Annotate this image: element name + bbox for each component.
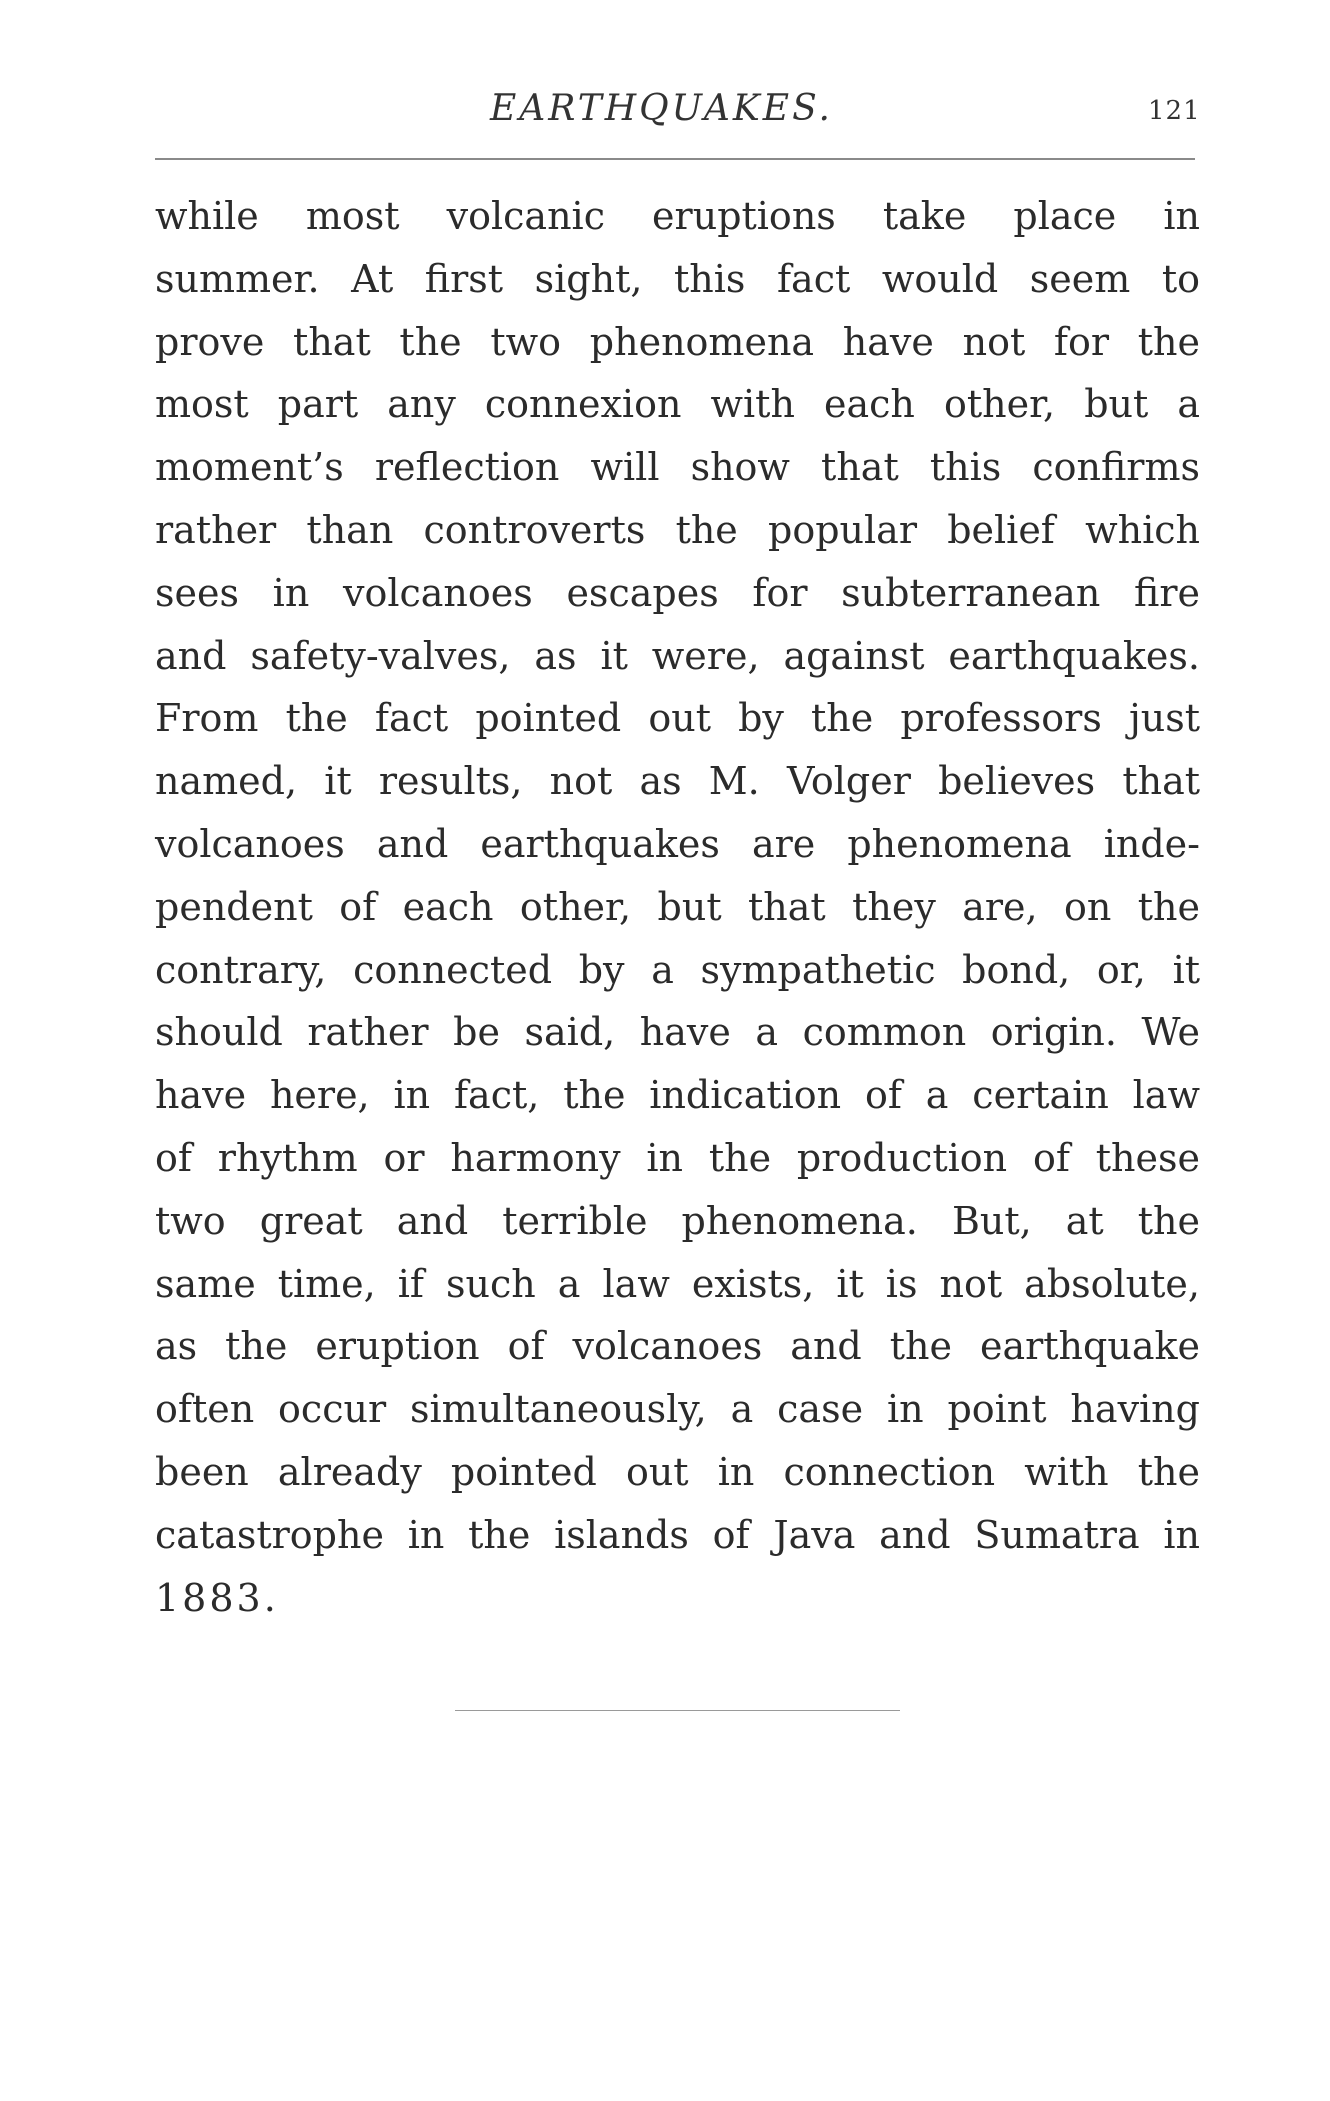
end-rule bbox=[455, 1710, 900, 1711]
text-line: named, it results, not as M. Volger believes that bbox=[155, 759, 1200, 804]
text-line: been already pointed out in connection with the bbox=[155, 1449, 1200, 1494]
text-line: prove that the two phenomena have not for the bbox=[155, 319, 1200, 364]
text-line: as the eruption of volcanoes and the earthquake bbox=[155, 1324, 1200, 1369]
text-line: most part any connexion with each other, but a bbox=[155, 382, 1200, 427]
text-line: often occur simultaneously, a case in point having bbox=[155, 1387, 1200, 1432]
body-text bbox=[155, 185, 1200, 1629]
text-line: moment’s reflection will show that this confirms bbox=[155, 445, 1200, 490]
header-rule bbox=[155, 158, 1195, 160]
text-line: two great and terrible phenomena. But, at the bbox=[155, 1198, 1200, 1243]
text-line: rather than controverts the popular belief which bbox=[155, 507, 1200, 552]
text-line-last: 1883. bbox=[155, 1575, 279, 1620]
text-line: volcanoes and earthquakes are phenomena inde- bbox=[155, 821, 1200, 866]
text-line: should rather be said, have a common origin. We bbox=[155, 1010, 1200, 1055]
running-title: EARTHQUAKES. bbox=[490, 88, 833, 129]
text-line: catastrophe in the islands of Java and Sumatra in bbox=[155, 1512, 1200, 1557]
text-line: contrary, connected by a sympathetic bond, or, it bbox=[155, 947, 1200, 992]
text-line: and safety-valves, as it were, against earthquakes. bbox=[155, 633, 1200, 678]
text-line: sees in volcanoes escapes for subterranean fire bbox=[155, 570, 1200, 615]
text-line: have here, in fact, the indication of a certain law bbox=[155, 1073, 1200, 1118]
text-line: of rhythm or harmony in the production of these bbox=[155, 1135, 1200, 1180]
text-line: summer. At first sight, this fact would seem to bbox=[155, 256, 1200, 301]
running-head bbox=[0, 88, 1330, 138]
text-line: same time, if such a law exists, it is not absolute, bbox=[155, 1261, 1200, 1306]
text-line: pendent of each other, but that they are, on the bbox=[155, 884, 1200, 929]
text-line: From the fact pointed out by the professors just bbox=[155, 696, 1200, 741]
page-number: 121 bbox=[1148, 96, 1201, 126]
text-line: while most volcanic eruptions take place in bbox=[155, 194, 1200, 238]
